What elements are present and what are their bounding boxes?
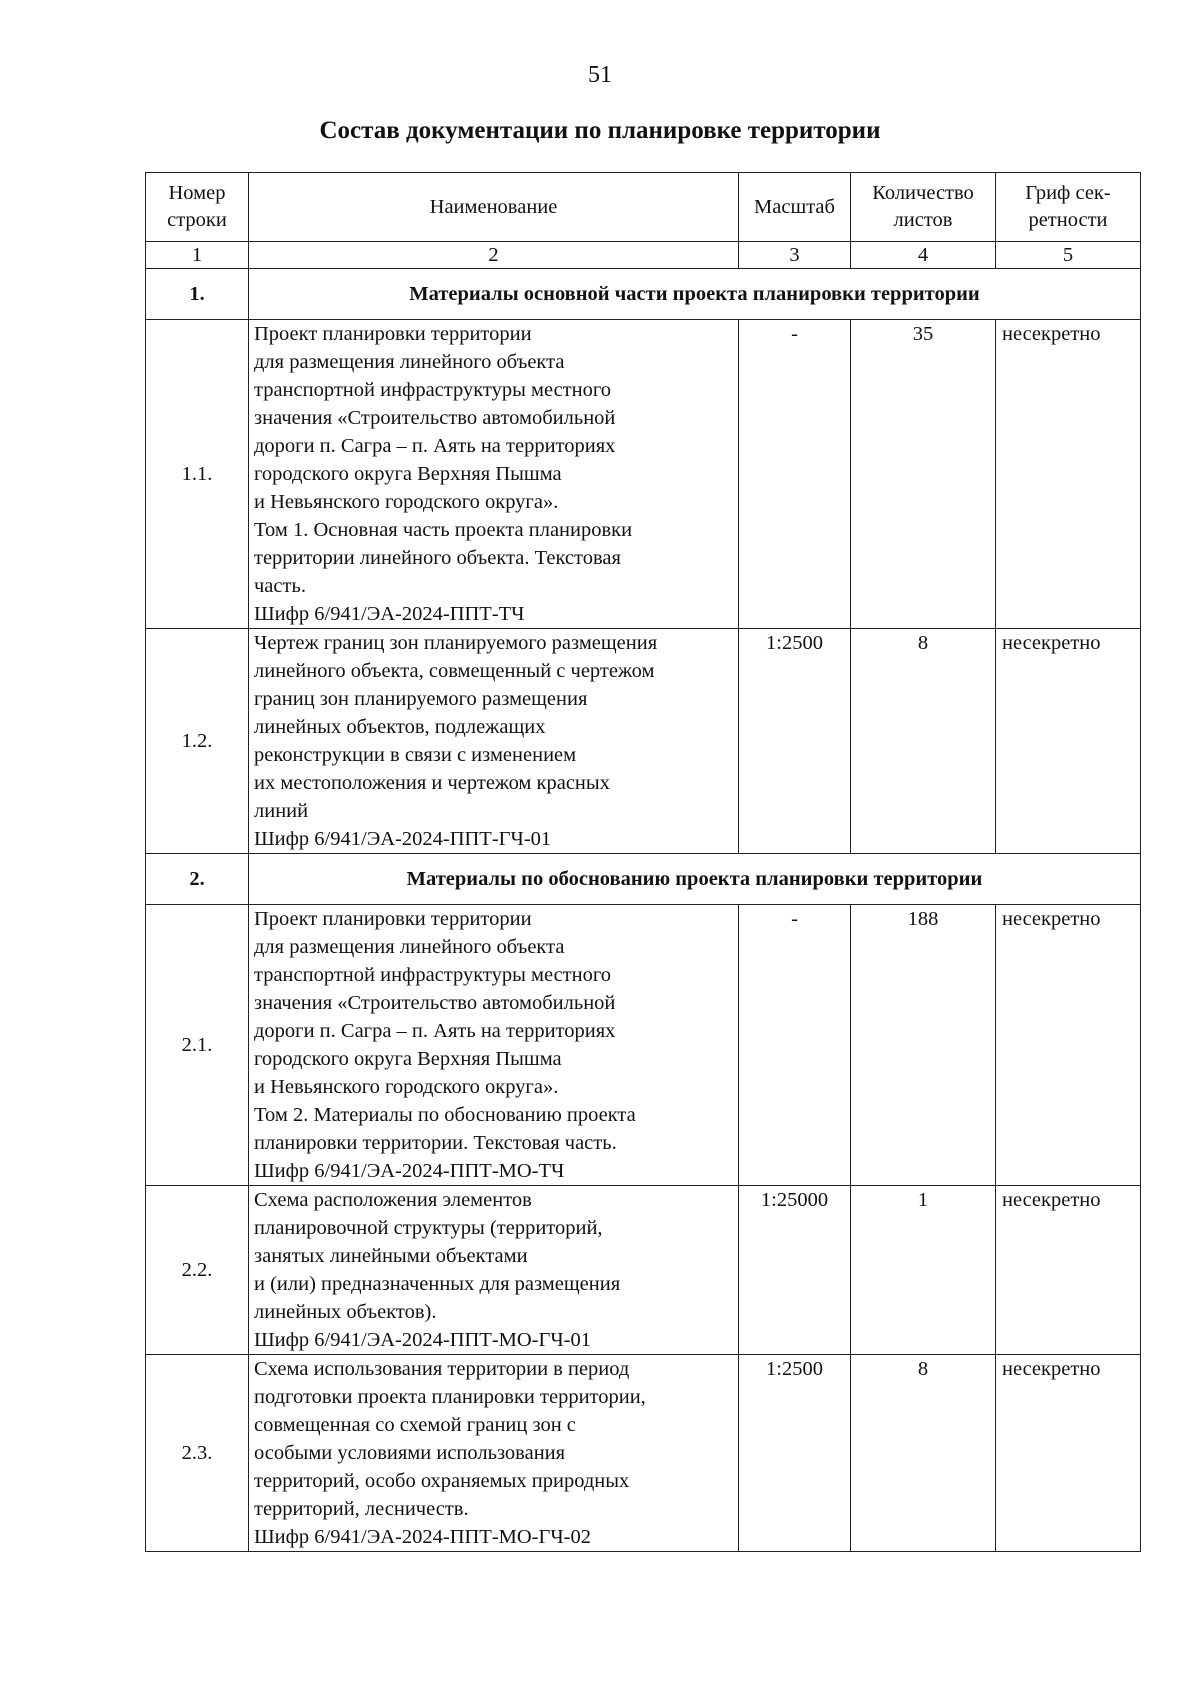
row-name: Схема использования территории в период подготовки проекта планировки территории, совмещенная со схемой границ зон с особыми условиями использования территорий, особо охраняемых природных территорий, лесничеств. Шифр 6/941/ЭА-2024-ППТ-МО-ГЧ-02 <box>249 1355 739 1552</box>
table-row <box>146 905 1141 1186</box>
row-scale: 1:2500 <box>739 629 851 854</box>
documentation-table <box>145 172 1141 1552</box>
row-secrecy: несекретно <box>996 1355 1141 1552</box>
section-title: Материалы основной части проекта планировки территории <box>249 269 1141 320</box>
table-row <box>146 629 1141 854</box>
row-scale: 1:2500 <box>739 1355 851 1552</box>
header-name: Наименование <box>249 173 739 242</box>
header-row-number: Номер строки <box>146 173 249 242</box>
row-sheet-count: 8 <box>851 629 996 854</box>
row-number: 2.2. <box>146 1186 249 1355</box>
section-title: Материалы по обоснованию проекта планировки территории <box>249 854 1141 905</box>
row-sheet-count: 188 <box>851 905 996 1186</box>
row-number: 1.2. <box>146 629 249 854</box>
row-name: Проект планировки территории для размещения линейного объекта транспортной инфраструктуры местного значения «Строительство автомобильной дороги п. Сагра – п. Аять на территориях городского округа Верхняя Пышма и Невьянского городского округа». Том 1. Основная часть проекта планировки территории линейного объекта. Текстовая часть. Шифр 6/941/ЭА-2024-ППТ-ТЧ <box>249 320 739 629</box>
document-title: Состав документации по планировке территории <box>319 117 881 144</box>
header-scale: Масштаб <box>739 173 851 242</box>
row-name: Схема расположения элементов планировочной структуры (территорий, занятых линейными объектами и (или) предназначенных для размещения линейных объектов). Шифр 6/941/ЭА-2024-ППТ-МО-ГЧ-01 <box>249 1186 739 1355</box>
row-name: Проект планировки территории для размещения линейного объекта транспортной инфраструктуры местного значения «Строительство автомобильной дороги п. Сагра – п. Аять на территориях городского округа Верхняя Пышма и Невьянского городского округа». Том 2. Материалы по обоснованию проекта планировки территории. Текстовая часть. Шифр 6/941/ЭА-2024-ППТ-МО-ТЧ <box>249 905 739 1186</box>
column-number: 4 <box>851 242 996 269</box>
row-sheet-count: 1 <box>851 1186 996 1355</box>
row-sheet-count: 8 <box>851 1355 996 1552</box>
row-number: 2.1. <box>146 905 249 1186</box>
row-number: 1.1. <box>146 320 249 629</box>
row-name: Чертеж границ зон планируемого размещения линейного объекта, совмещенный с чертежом границ зон планируемого размещения линейных объектов, подлежащих реконструкции в связи с изменением их местоположения и чертежом красных линий Шифр 6/941/ЭА-2024-ППТ-ГЧ-01 <box>249 629 739 854</box>
section-number: 2. <box>146 854 249 905</box>
page-number: 51 <box>588 62 612 88</box>
column-number: 1 <box>146 242 249 269</box>
row-secrecy: несекретно <box>996 905 1141 1186</box>
row-secrecy: несекретно <box>996 320 1141 629</box>
row-scale: - <box>739 905 851 1186</box>
row-sheet-count: 35 <box>851 320 996 629</box>
section-number: 1. <box>146 269 249 320</box>
column-number: 2 <box>249 242 739 269</box>
table-row <box>146 320 1141 629</box>
header-sheet-count: Количество листов <box>851 173 996 242</box>
column-number-row <box>146 242 1141 269</box>
row-number: 2.3. <box>146 1355 249 1552</box>
column-number: 5 <box>996 242 1141 269</box>
table-row <box>146 1186 1141 1355</box>
section-row <box>146 269 1141 320</box>
column-number: 3 <box>739 242 851 269</box>
row-secrecy: несекретно <box>996 1186 1141 1355</box>
header-secrecy: Гриф сек- ретности <box>996 173 1141 242</box>
row-scale: - <box>739 320 851 629</box>
table-row <box>146 1355 1141 1552</box>
row-secrecy: несекретно <box>996 629 1141 854</box>
row-scale: 1:25000 <box>739 1186 851 1355</box>
table-header-row <box>146 173 1141 242</box>
section-row <box>146 854 1141 905</box>
